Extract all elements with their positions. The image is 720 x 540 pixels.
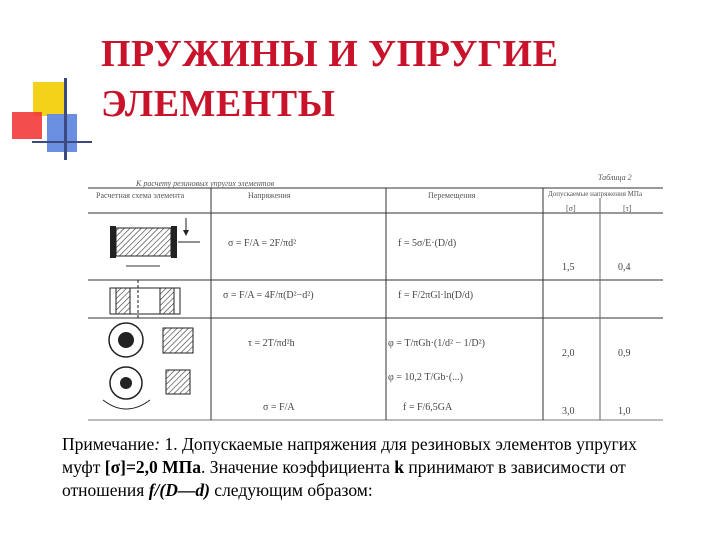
allow-tau-5: 1,0 (618, 406, 631, 417)
allow-sigma-2: 1,5 (562, 262, 575, 273)
footnote-text (62, 433, 662, 502)
allow-tau-3: 0,9 (618, 348, 631, 359)
decor-yellow-square (33, 82, 67, 116)
formula-displacement-4: φ = 10,2 T/Gb·(...) (388, 372, 464, 383)
decor-vertical-line (64, 78, 67, 160)
decor-blue-square (47, 114, 77, 152)
col-header-scheme: Расчетная схема элемента (96, 191, 185, 200)
spring-element-drawings (103, 218, 200, 409)
note-coefficient-k: k (394, 457, 404, 477)
col-header-displacement: Перемещения (428, 191, 476, 200)
formula-displacement-1: f = 5σ/E·(D/d) (398, 238, 457, 249)
allow-sigma-3: 2,0 (562, 348, 575, 359)
formula-stress-2: σ = F/A = 4F/π(D²−d²) (223, 290, 314, 301)
note-part3: принимают в зависимости от отношения (62, 457, 626, 500)
table-caption: Таблица 2 (598, 173, 632, 182)
table-heading: К расчету резиновых упругих элементов (136, 179, 275, 188)
subcol-sigma: [σ] (566, 204, 576, 213)
note-allowable-stress: [σ]=2,0 МПа (104, 457, 202, 477)
col-header-stress: Напряжения (248, 191, 291, 200)
note-colon: : (154, 434, 165, 454)
scanned-table (88, 168, 668, 423)
slide-title: ПРУЖИНЫ И УПРУГИЕ ЭЛЕМЕНТЫ (101, 33, 559, 125)
col-header-allowable: Допускаемые напряжения МПа (548, 190, 643, 198)
allow-sigma-5: 3,0 (562, 406, 575, 417)
note-part4: следующим образом: (209, 480, 373, 500)
note-part1: 1. Допускаемые напряжения для резиновых элементов упругих муфт (62, 434, 637, 477)
formula-stress-3: τ = 2T/πd²h (248, 338, 295, 349)
decor-horizontal-line (32, 141, 92, 143)
note-ratio: f/(D—d) (148, 480, 210, 500)
formula-displacement-2: f = F/2πGl·ln(D/d) (398, 290, 474, 301)
note-prefix: Примечание (62, 434, 155, 454)
subcol-tau: [τ] (623, 204, 632, 213)
allow-tau-2: 0,4 (618, 262, 631, 273)
formula-stress-1: σ = F/A = 2F/πd² (228, 238, 297, 249)
formula-displacement-3: φ = T/πGh·(1/d² − 1/D²) (388, 338, 485, 349)
formula-stress-5: σ = F/A (263, 402, 295, 413)
formula-displacement-5: f = F/6,5GA (403, 402, 453, 413)
table-image (88, 168, 668, 423)
note-part2: . Значение коэффициента (201, 457, 395, 477)
decor-red-square (12, 112, 42, 139)
